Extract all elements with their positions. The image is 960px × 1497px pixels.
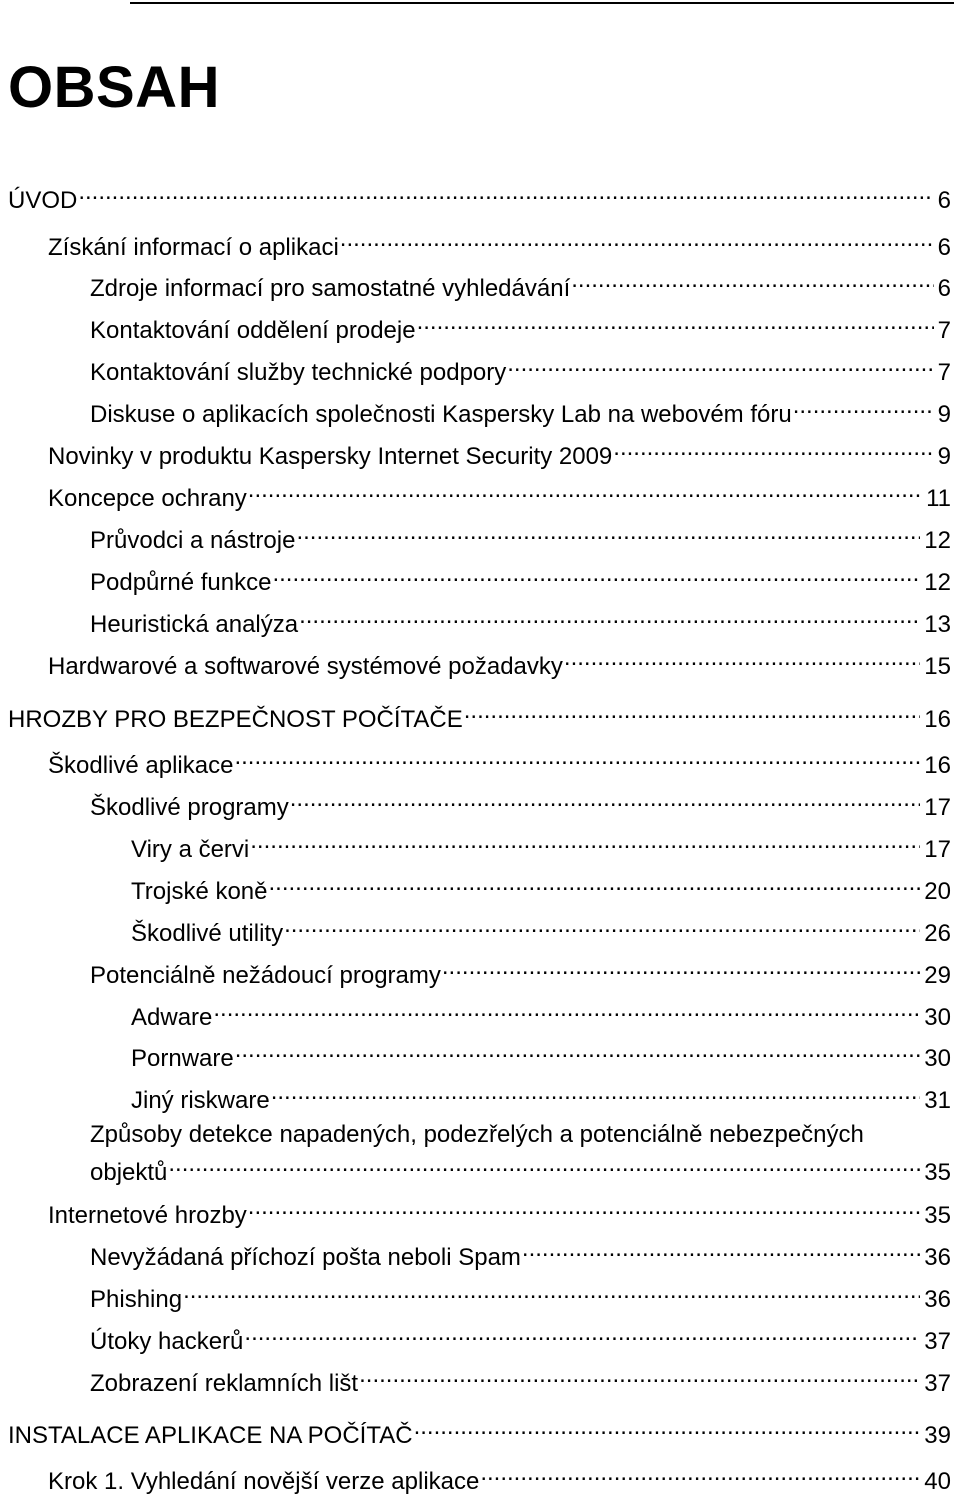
toc-dot-leader bbox=[296, 518, 920, 548]
toc-page-number: 35 bbox=[924, 1202, 951, 1229]
toc-entry-continuation bbox=[90, 1150, 951, 1188]
toc-dot-leader bbox=[234, 743, 920, 773]
toc-page-number: 36 bbox=[924, 1286, 951, 1313]
toc-entry-title: Trojské koně bbox=[131, 878, 268, 905]
toc-entry-heuristicka-analyza[interactable] bbox=[0, 602, 951, 640]
toc-dot-leader bbox=[248, 476, 922, 506]
toc-dot-leader bbox=[290, 785, 921, 815]
toc-entry-title: Koncepce ochrany bbox=[48, 485, 247, 512]
toc-dot-leader bbox=[507, 350, 933, 380]
toc-entry-title: INSTALACE APLIKACE NA POČÍTAČ bbox=[8, 1422, 413, 1449]
toc-entry-title: Phishing bbox=[90, 1286, 183, 1313]
toc-entry-title: Nevyžádaná příchozí pošta neboli Spam bbox=[90, 1244, 521, 1271]
toc-entry-title: Průvodci a nástroje bbox=[90, 527, 296, 554]
toc-page-number: 6 bbox=[937, 234, 951, 261]
toc-entry-adware[interactable] bbox=[0, 995, 951, 1033]
toc-entry-title: Útoky hackerů bbox=[90, 1328, 244, 1355]
toc-entry-novinky[interactable] bbox=[0, 434, 951, 472]
toc-page-number: 9 bbox=[937, 443, 951, 470]
toc-entry-jiny-riskware[interactable] bbox=[0, 1078, 951, 1116]
toc-entry-title: Internetové hrozby bbox=[48, 1202, 247, 1229]
toc-entry-spam[interactable] bbox=[0, 1235, 951, 1273]
toc-dot-leader bbox=[272, 560, 920, 590]
toc-entry-title: Adware bbox=[131, 1004, 213, 1031]
toc-entry-title: Získání informací o aplikaci bbox=[48, 234, 339, 261]
toc-page-number: 7 bbox=[937, 317, 951, 344]
toc-dot-leader bbox=[464, 697, 921, 727]
toc-page-number: 7 bbox=[937, 359, 951, 386]
toc-page-number: 11 bbox=[926, 485, 951, 512]
toc-entry-title: Způsoby detekce napadených, podezřelých a potenciálně nebezpečných bbox=[90, 1121, 864, 1148]
toc-entry-title-continuation: objektů bbox=[90, 1159, 168, 1186]
toc-entry-podpurne-funkce[interactable] bbox=[0, 560, 951, 598]
toc-dot-leader bbox=[244, 1319, 920, 1349]
toc-entry-skodlive-utility[interactable] bbox=[0, 911, 951, 949]
toc-dot-leader bbox=[442, 953, 920, 983]
toc-entry-uvod[interactable] bbox=[0, 178, 951, 216]
toc-page-number: 12 bbox=[924, 527, 951, 554]
toc-page-number: 40 bbox=[924, 1468, 951, 1495]
toc-entry-skodlive-aplikace[interactable] bbox=[0, 743, 951, 781]
toc-page-number: 15 bbox=[924, 653, 951, 680]
toc-entry-instalace-aplikace[interactable] bbox=[0, 1413, 951, 1451]
toc-dot-leader bbox=[250, 827, 920, 857]
toc-entry-title: Viry a červi bbox=[131, 836, 250, 863]
toc-entry-title: Kontaktování služby technické podpory bbox=[90, 359, 507, 386]
toc-page-number: 17 bbox=[924, 836, 951, 863]
toc-page-number: 30 bbox=[924, 1045, 951, 1072]
toc-entry-trojske-kone[interactable] bbox=[0, 869, 951, 907]
toc-dot-leader bbox=[299, 602, 920, 632]
toc-entry-koncepce-ochrany[interactable] bbox=[0, 476, 951, 514]
toc-entry-title: Škodlivé utility bbox=[131, 920, 284, 947]
toc-entry-title: Škodlivé aplikace bbox=[48, 752, 234, 779]
toc-page-number: 16 bbox=[924, 706, 951, 733]
toc-entry-phishing[interactable] bbox=[0, 1277, 951, 1315]
toc-entry-internetove-hrozby[interactable] bbox=[0, 1193, 951, 1231]
toc-dot-leader bbox=[414, 1413, 921, 1443]
toc-dot-leader bbox=[340, 225, 934, 255]
toc-dot-leader bbox=[248, 1193, 921, 1223]
toc-entry-skodlive-programy[interactable] bbox=[0, 785, 951, 823]
toc-dot-leader bbox=[284, 911, 920, 941]
toc-entry-title: Zdroje informací pro samostatné vyhledávání bbox=[90, 275, 571, 302]
toc-page-number: 36 bbox=[924, 1244, 951, 1271]
toc-entry-title: Škodlivé programy bbox=[90, 794, 289, 821]
toc-dot-leader bbox=[235, 1036, 921, 1066]
toc-entry-nezadouci-programy[interactable] bbox=[0, 953, 951, 991]
toc-dot-leader bbox=[571, 266, 933, 296]
toc-page-number: 6 bbox=[937, 275, 951, 302]
toc-entry-title: Pornware bbox=[131, 1045, 234, 1072]
toc-entry-title: Zobrazení reklamních lišt bbox=[90, 1370, 359, 1397]
toc-dot-leader bbox=[564, 644, 920, 674]
toc-dot-leader bbox=[359, 1361, 920, 1391]
toc-page-number: 12 bbox=[924, 569, 951, 596]
toc-entry-kontaktovani-prodeje[interactable] bbox=[0, 308, 951, 346]
toc-dot-leader bbox=[793, 392, 934, 422]
toc-page-number: 16 bbox=[924, 752, 951, 779]
toc-dot-leader bbox=[78, 178, 933, 208]
toc-entry-title: Hardwarové a softwarové systémové požadavky bbox=[48, 653, 563, 680]
toc-entry-zdroje-informaci[interactable] bbox=[0, 266, 951, 304]
toc-entry-title: Podpůrné funkce bbox=[90, 569, 272, 596]
toc-entry-ziskani-informaci[interactable] bbox=[0, 225, 951, 263]
toc-entry-title: HROZBY PRO BEZPEČNOST POČÍTAČE bbox=[8, 706, 463, 733]
toc-entry-krok-1[interactable] bbox=[0, 1459, 951, 1497]
toc-dot-leader bbox=[183, 1277, 920, 1307]
toc-page-number: 31 bbox=[924, 1087, 951, 1114]
toc-entry-title: Diskuse o aplikacích společnosti Kaspersky Lab na webovém fóru bbox=[90, 401, 792, 428]
toc-dot-leader bbox=[613, 434, 933, 464]
toc-dot-leader bbox=[271, 1078, 921, 1108]
toc-page-number: 20 bbox=[924, 878, 951, 905]
toc-page-number: 29 bbox=[924, 962, 951, 989]
toc-entry-kontaktovani-podpory[interactable] bbox=[0, 350, 951, 388]
toc-entry-pruvodci-nastroje[interactable] bbox=[0, 518, 951, 556]
toc-page-number: 39 bbox=[924, 1422, 951, 1449]
toc-entry-viry-cervi[interactable] bbox=[0, 827, 951, 865]
toc-entry-title: Kontaktování oddělení prodeje bbox=[90, 317, 416, 344]
toc-entry-title: Heuristická analýza bbox=[90, 611, 299, 638]
toc-entry-pornware[interactable] bbox=[0, 1036, 951, 1074]
toc-entry-diskuse-forum[interactable] bbox=[0, 392, 951, 430]
toc-page-number: 9 bbox=[937, 401, 951, 428]
toc-entry-reklamni-listy[interactable] bbox=[0, 1361, 951, 1399]
toc-entry-title: Potenciálně nežádoucí programy bbox=[90, 962, 441, 989]
toc-page-number: 37 bbox=[924, 1328, 951, 1355]
toc-page-number: 37 bbox=[924, 1370, 951, 1397]
toc-page-number: 6 bbox=[937, 187, 951, 214]
toc-dot-leader bbox=[417, 308, 934, 338]
toc-dot-leader bbox=[522, 1235, 920, 1265]
page-title: OBSAH bbox=[8, 55, 220, 120]
toc-entry-systemove-pozadavky[interactable] bbox=[0, 644, 951, 682]
toc-dot-leader bbox=[269, 869, 921, 899]
toc-entry-hrozby[interactable] bbox=[0, 697, 951, 735]
toc-dot-leader bbox=[168, 1150, 920, 1180]
toc-page-number: 26 bbox=[924, 920, 951, 947]
toc-entry-title: Krok 1. Vyhledání novější verze aplikace bbox=[48, 1468, 480, 1495]
toc-entry-utoky-hackeru[interactable] bbox=[0, 1319, 951, 1357]
toc-page-number: 35 bbox=[924, 1159, 951, 1186]
toc-page-number: 17 bbox=[924, 794, 951, 821]
toc-dot-leader bbox=[213, 995, 920, 1025]
toc-entry-title: ÚVOD bbox=[8, 187, 78, 214]
toc-entry-title: Jiný riskware bbox=[131, 1087, 270, 1114]
toc-entry-zpusoby-detekce[interactable] bbox=[0, 1120, 951, 1188]
toc-dot-leader bbox=[480, 1459, 920, 1489]
toc-page-number: 13 bbox=[924, 611, 951, 638]
toc-page-number: 30 bbox=[924, 1004, 951, 1031]
toc-entry-title: Novinky v produktu Kaspersky Internet Security 2009 bbox=[48, 443, 613, 470]
